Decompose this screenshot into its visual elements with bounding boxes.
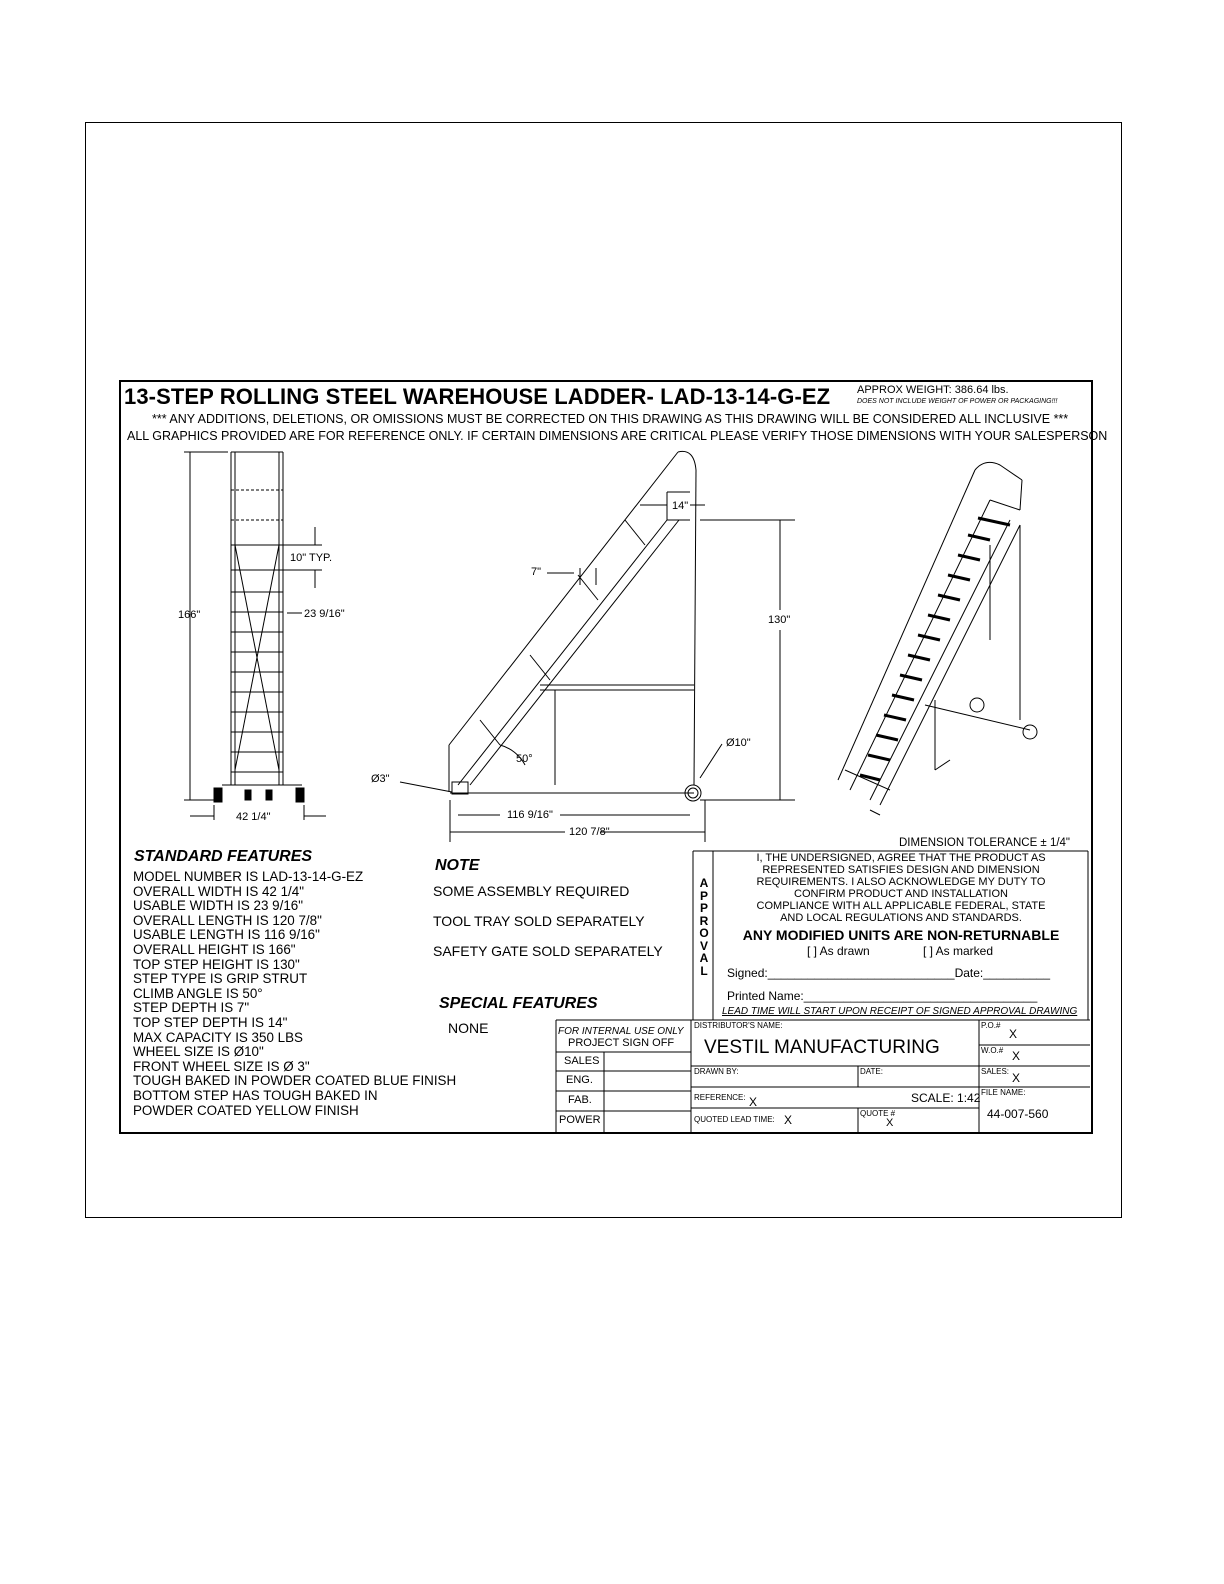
- internal-use-header: FOR INTERNAL USE ONLY: [558, 1026, 684, 1037]
- sign-off-sales: SALES: [564, 1055, 600, 1067]
- printed-name-line[interactable]: Printed Name:___________________________________: [727, 989, 1038, 1003]
- po-value: X: [1009, 1027, 1018, 1041]
- feature-item: MODEL NUMBER IS LAD-13-14-G-EZ: [133, 869, 364, 884]
- sales-label: SALES:: [981, 1067, 1010, 1076]
- feature-item: STEP DEPTH IS 7": [133, 1000, 250, 1016]
- quoted-lead-time-label: QUOTED LEAD TIME:: [694, 1115, 775, 1124]
- feature-item: FRONT WHEEL SIZE IS Ø 3": [133, 1058, 310, 1074]
- reference-value: X: [749, 1095, 758, 1109]
- dim-usable-width: 23 9/16": [304, 608, 345, 620]
- approval-statement: I, THE UNDERSIGNED, AGREE THAT THE PRODUCT AS REPRESENTED SATISFIES DESIGN AND DIMENSION REQUIREMENTS. I ALSO ACKNOWLEDGE MY DUTY TO CONFIRM PRODUCT AND INSTALLATION COMPLIANCE WITH ALL APPLICABLE FEDERAL, STATE AND LOCAL REGULATIONS AND STANDARDS.: [756, 852, 1046, 924]
- standard-features-heading: STANDARD FEATURES: [134, 848, 313, 865]
- signature-line[interactable]: Signed:____________________________Date:__________: [727, 966, 1050, 980]
- note-item: SAFETY GATE SOLD SEPARATELY: [433, 943, 663, 959]
- as-drawn-checkbox[interactable]: [ ] As drawn: [807, 944, 870, 958]
- approval-side-label: A P P R O V A L: [699, 876, 709, 978]
- dim-step-depth: 7": [531, 566, 542, 578]
- dim-usable-length: 116 9/16": [507, 809, 553, 821]
- as-marked-checkbox[interactable]: [ ] As marked: [923, 944, 994, 958]
- date-label: DATE:: [860, 1067, 883, 1076]
- notice-inclusive: *** ANY ADDITIONS, DELETIONS, OR OMISSIONS MUST BE CORRECTED ON THIS DRAWING AS THIS DRAWING WILL BE CONSIDERED ALL INCLUSIVE ***: [152, 412, 1069, 426]
- feature-item: TOUGH BAKED IN POWDER COATED BLUE FINISH: [133, 1073, 457, 1089]
- standard-features-list: [133, 870, 456, 1118]
- feature-item: TOP STEP HEIGHT IS 130": [133, 956, 300, 972]
- quote-number-label: QUOTE #: [860, 1109, 896, 1118]
- sign-off-power: POWER: [559, 1114, 601, 1126]
- dim-wheel-size: Ø10": [726, 737, 751, 749]
- dimension-tolerance: DIMENSION TOLERANCE ± 1/4": [899, 837, 1071, 849]
- feature-item: TOP STEP DEPTH IS 14": [133, 1014, 288, 1030]
- feature-item: OVERALL LENGTH IS 120 7/8": [133, 912, 322, 928]
- po-label: P.O.#: [981, 1021, 1001, 1030]
- project-sign-off-header: PROJECT SIGN OFF: [568, 1037, 675, 1049]
- reference-label: REFERENCE:: [694, 1093, 746, 1102]
- feature-item: USABLE WIDTH IS 23 9/16": [133, 898, 303, 914]
- note-heading: NOTE: [435, 857, 480, 874]
- sign-off-fab: FAB.: [568, 1094, 592, 1106]
- feature-item: CLIMB ANGLE IS 50°: [133, 985, 263, 1001]
- feature-item: STEP TYPE IS GRIP STRUT: [133, 971, 308, 987]
- feature-item: OVERALL WIDTH IS 42 1/4": [133, 883, 304, 899]
- special-features-heading: SPECIAL FEATURES: [439, 995, 598, 1012]
- wo-label: W.O.#: [981, 1046, 1004, 1055]
- quoted-lead-time-value: X: [784, 1113, 793, 1127]
- dim-step-spacing: 10" TYP.: [290, 552, 333, 564]
- dim-climb-angle: 50°: [516, 753, 533, 765]
- quote-number-value: X: [886, 1117, 894, 1129]
- feature-item: OVERALL HEIGHT IS 166": [133, 941, 296, 957]
- dim-top-step-depth: 14": [672, 500, 689, 512]
- special-features-value: NONE: [448, 1020, 489, 1036]
- non-returnable-warning: ANY MODIFIED UNITS ARE NON-RETURNABLE: [742, 927, 1060, 943]
- wo-value: X: [1012, 1049, 1021, 1063]
- sign-off-eng: ENG.: [566, 1074, 593, 1086]
- approx-weight: APPROX WEIGHT: 386.64 lbs.: [857, 384, 1009, 396]
- feature-item: WHEEL SIZE IS Ø10": [133, 1044, 264, 1060]
- distributor-name: VESTIL MANUFACTURING: [704, 1037, 940, 1058]
- scale-value: SCALE: 1:42: [911, 1091, 981, 1105]
- front-view-ladder: [184, 452, 326, 820]
- file-name-value: 44-007-560: [987, 1107, 1049, 1121]
- feature-item: POWDER COATED YELLOW FINISH: [133, 1102, 359, 1118]
- feature-item: USABLE LENGTH IS 116 9/16": [133, 927, 320, 943]
- drawn-by-label: DRAWN BY:: [694, 1067, 739, 1076]
- feature-item: BOTTOM STEP HAS TOUGH BAKED IN: [133, 1087, 378, 1103]
- drawing-title: 13-STEP ROLLING STEEL WAREHOUSE LADDER- LAD-13-14-G-EZ: [124, 384, 831, 409]
- weight-note: DOES NOT INCLUDE WEIGHT OF POWER OR PACKAGING!!!: [857, 398, 1058, 405]
- dim-overall-height: 166": [178, 609, 201, 621]
- lead-time-note: LEAD TIME WILL START UPON RECEIPT OF SIGNED APPROVAL DRAWING: [722, 1006, 1078, 1017]
- note-item: SOME ASSEMBLY REQUIRED: [433, 883, 630, 899]
- notice-reference: ALL GRAPHICS PROVIDED ARE FOR REFERENCE ONLY. IF CERTAIN DIMENSIONS ARE CRITICAL PLEASE VERIFY THOSE DIMENSIONS WITH YOUR SALESPERSON: [127, 429, 1108, 443]
- dim-top-step-height: 130": [768, 614, 791, 626]
- dim-overall-width: 42 1/4": [236, 811, 271, 823]
- distributor-label: DISTRIBUTOR'S NAME:: [694, 1021, 783, 1030]
- dim-front-wheel-size: Ø3": [371, 773, 390, 785]
- dim-overall-length: 120 7/8": [569, 826, 610, 838]
- sales-value: X: [1012, 1071, 1021, 1085]
- side-view-ladder: [400, 451, 795, 842]
- feature-item: MAX CAPACITY IS 350 LBS: [133, 1029, 303, 1045]
- note-item: TOOL TRAY SOLD SEPARATELY: [433, 913, 645, 929]
- file-name-label: FILE NAME:: [981, 1088, 1026, 1097]
